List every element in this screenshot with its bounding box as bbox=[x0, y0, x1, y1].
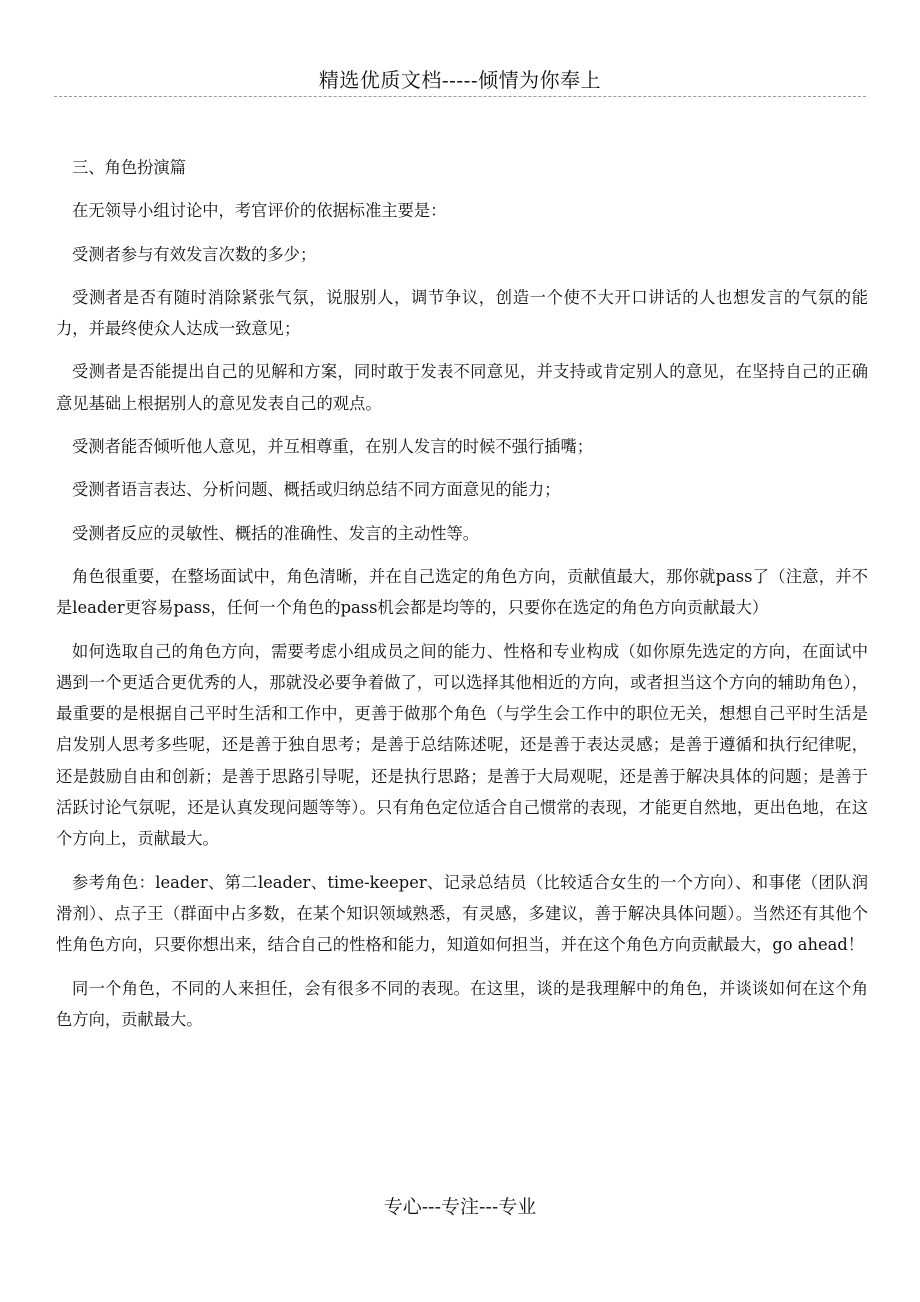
paragraph: 受测者参与有效发言次数的多少； bbox=[72, 244, 317, 264]
page-footer: 专心---专注---专业 bbox=[383, 1196, 537, 1218]
paragraph: 在无领导小组讨论中，考官评价的依据标准主要是： bbox=[72, 201, 447, 221]
paragraph: 受测者能否倾听他人意见，并互相尊重，在别人发言的时候不强行插嘴； bbox=[72, 437, 594, 457]
page-header-title: 精选优质文档-----倾情为你奉上 bbox=[318, 68, 602, 92]
paragraph: 受测者语言表达、分析问题、概括或归纳总结不同方面意见的能力； bbox=[72, 480, 561, 500]
header-divider bbox=[54, 96, 866, 97]
paragraph: 受测者是否能提出自己的见解和方案，同时敢于发表不同意见，并支持或肯定别人的意见，在坚持自己的正确意见基础上根据别人的意见发表自己的观点。 bbox=[56, 362, 868, 413]
paragraph: 参考角色：leader、第二leader、time-keeper、记录总结员（比较适合女生的一个方向）、和事佬（团队润滑剂）、点子王（群面中占多数，在某个知识领域熟悉，有灵感，多建议，善于解决具体问题）。当然还有其他个性角色方向，只要你想出来，结合自己的性格和能力，知道如何担当，并在这个角色方向贡献最大，go ahead！ bbox=[56, 872, 868, 955]
paragraph: 角色很重要，在整场面试中，角色清晰，并在自己选定的角色方向，贡献值最大，那你就pass了（注意，并不是leader更容易pass，任何一个角色的pass机会都是均等的，只要你在选定的角色方向贡献最大） bbox=[56, 566, 868, 618]
document-body bbox=[56, 152, 868, 1047]
section-heading: 三、角色扮演篇 bbox=[72, 158, 186, 177]
paragraph: 受测者是否有随时消除紧张气氛，说服别人，调节争议，创造一个使不大开口讲话的人也想发言的气氛的能力，并最终使众人达成一致意见； bbox=[56, 287, 868, 339]
paragraph: 如何选取自己的角色方向，需要考虑小组成员之间的能力、性格和专业构成（如你原先选定的方向，在面试中遇到一个更适合更优秀的人，那就没必要争着做了，可以选择其他相近的方向，或者担当这个方向的辅助角色），最重要的是根据自己平时生活和工作中，更善于做那个角色（与学生会工作中的职位无关，想想自己平时生活是启发别人思考多些呢，还是善于独自思考；是善于总结陈述呢，还是善于表达灵感；是善于遵循和执行纪律呢，还是鼓励自由和创新；是善于思路引导呢，还是执行思路；是善于大局观呢，还是善于解决具体的问题；是善于活跃讨论气氛呢，还是认真发现问题等等）。只有角色定位适合自己惯常的表现，才能更自然地，更出色地，在这个方向上，贡献最大。 bbox=[56, 641, 868, 849]
paragraph: 受测者反应的灵敏性、概括的准确性、发言的主动性等。 bbox=[72, 523, 480, 543]
paragraph: 同一个角色，不同的人来担任，会有很多不同的表现。在这里，谈的是我理解中的角色，并谈谈如何在这个角色方向，贡献最大。 bbox=[56, 978, 868, 1029]
